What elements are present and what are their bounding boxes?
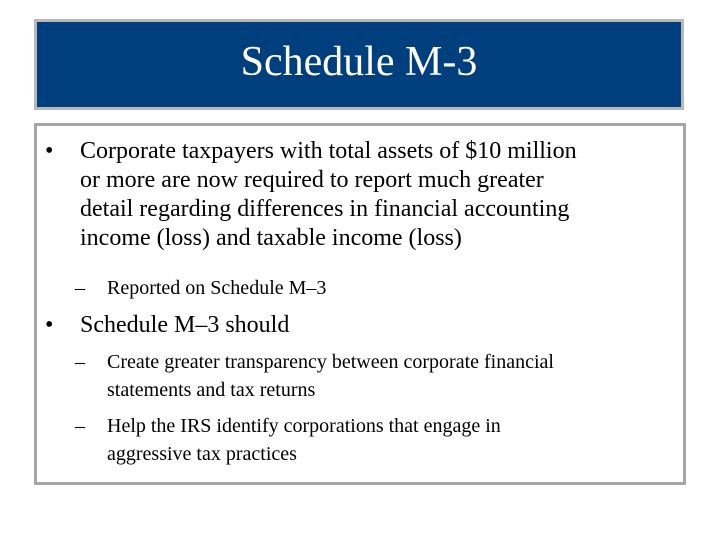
bullet-line: Corporate taxpayers with total assets of $10 million xyxy=(80,138,577,164)
sub-bullet-text xyxy=(107,348,667,404)
sub-bullet-marker: – xyxy=(75,351,85,373)
bullet-line: detail regarding differences in financial accounting xyxy=(80,196,570,222)
bullet-line: income (loss) and taxable income (loss) xyxy=(80,225,462,251)
sub-bullet-line: statements and tax returns xyxy=(107,379,316,401)
sub-bullet-line: aggressive tax practices xyxy=(107,443,297,465)
sub-bullet-marker: – xyxy=(75,277,85,299)
bullet-line: or more are now required to report much greater xyxy=(80,167,544,193)
sub-bullet-text xyxy=(107,274,667,302)
bullet-marker: • xyxy=(45,312,54,338)
sub-bullet-line: Create greater transparency between corporate financial xyxy=(107,351,554,373)
slide-title: Schedule M-3 xyxy=(240,38,478,85)
bullet-line: Schedule M–3 should xyxy=(80,312,290,338)
bullet-marker: • xyxy=(45,138,54,164)
bullet-text xyxy=(80,137,665,253)
sub-bullet-line: Help the IRS identify corporations that engage in xyxy=(107,415,501,437)
sub-bullet-line: Reported on Schedule M–3 xyxy=(107,277,327,299)
sub-bullet-text xyxy=(107,412,667,468)
content-box xyxy=(34,123,686,485)
sub-bullet-marker: – xyxy=(75,415,85,437)
bullet-text xyxy=(80,311,665,340)
title-banner xyxy=(34,19,684,110)
